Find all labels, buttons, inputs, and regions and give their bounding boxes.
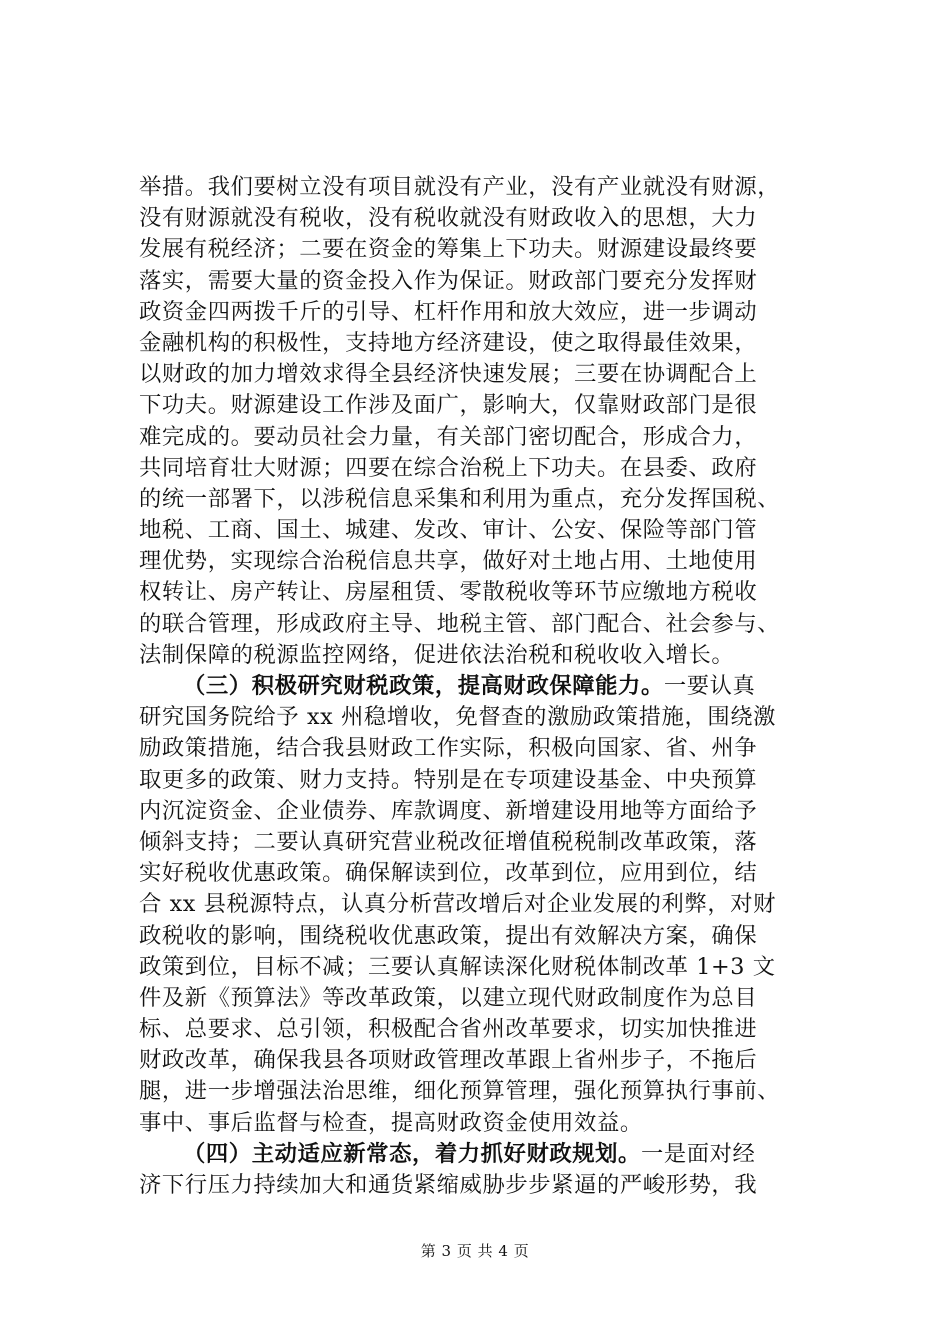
text-line [139,921,829,952]
text-line [139,952,829,983]
text-line [139,827,829,858]
line-text: 实好税收优惠政策。确保解读到位，改革到位，应用到位，结 [139,860,758,887]
text-line [139,1108,829,1139]
text-line [139,234,829,265]
text-line [139,640,829,671]
text-line [139,453,829,484]
line-text: 励政策措施，结合我县财政工作实际，积极向国家、省、州争 [139,735,758,762]
line-text: 济下行压力持续加大和通货紧缩威胁步步紧逼的严峻形势，我 [139,1172,758,1198]
line-text: 落实，需要大量的资金投入作为保证。财政部门要充分发挥财 [139,267,758,294]
line-text: 倾斜支持；二要认真研究营业税改征增值税税制改革政策，落 [139,828,758,855]
line-text: 的统一部署下，以涉税信息采集和利用为重点，充分发挥国税、 [139,485,781,512]
section-heading: （四）主动适应新常态，着力抓好财政规划。 [183,1140,641,1167]
line-text: 政税收的影响，围绕税收优惠政策，提出有效解决方案，确保 [139,922,758,949]
line-text: 共同培育壮大财源；四要在综合治税上下功夫。在县委、政府 [139,454,758,481]
line-text: 财政改革，确保我县各项财政管理改革跟上省州步子，不拖后 [139,1047,758,1074]
paragraph-heading-line [139,671,829,702]
text-line [139,733,829,764]
line-text: 一要认真 [663,673,756,699]
text-line [139,172,829,203]
text-line [139,1045,829,1076]
line-text: 内沉淀资金、企业债券、库款调度、新增建设用地等方面给予 [139,797,758,824]
text-line [139,765,829,796]
text-line [139,390,829,421]
line-text: 没有财源就没有税收，没有税收就没有财政收入的思想，大力 [139,205,758,232]
text-line [139,515,829,546]
text-line [139,577,829,608]
section-heading: （三）积极研究财税政策，提高财政保障能力。 [183,673,664,699]
text-line [139,359,829,390]
line-text: 地税、工商、国土、城建、发改、审计、公安、保险等部门管 [139,517,758,544]
text-line [139,889,829,920]
text-line [139,546,829,577]
line-text: 举措。我们要树立没有项目就没有产业，没有产业就没有财源， [139,174,781,200]
body-text [139,172,829,1201]
line-text: 法制保障的税源监控网络，促进依法治税和税收收入增长。 [139,641,735,668]
text-line [139,702,829,733]
line-text: 下功夫。财源建设工作涉及面广，影响大，仅靠财政部门是很 [139,392,758,419]
text-line [139,484,829,515]
line-text: 理优势，实现综合治税信息共享，做好对土地占用、土地使用 [139,548,758,575]
line-text: 研究国务院给予 xx 州稳增收，免督查的激励政策措施，围绕激 [139,704,777,731]
line-text: 难完成的。要动员社会力量，有关部门密切配合，形成合力， [139,423,758,450]
text-line [139,796,829,827]
text-line [139,422,829,453]
text-line [139,328,829,359]
line-text: 以财政的加力增效求得全县经济快速发展；三要在协调配合上 [139,361,758,388]
text-line [139,1170,829,1201]
text-line [139,858,829,889]
page-footer: 第 3 页 共 4 页 [420,1242,530,1260]
line-text: 的联合管理，形成政府主导、地税主管、部门配合、社会参与、 [139,610,781,637]
text-line [139,266,829,297]
line-text: 合 xx 县税源特点，认真分析营改增后对企业发展的利弊，对财 [139,891,777,918]
line-text: 权转让、房产转让、房屋租赁、零散税收等环节应缴地方税收 [139,579,758,606]
line-text: 事中、事后监督与检查，提高财政资金使用效益。 [139,1109,643,1136]
line-text: 政策到位，目标不减；三要认真解读深化财税体制改革 1+3 文 [139,953,776,980]
line-text: 件及新《预算法》等改革政策，以建立现代财政制度作为总目 [139,984,758,1011]
paragraph-heading-line [139,1139,829,1170]
text-line [139,203,829,234]
line-text: 取更多的政策、财力支持。特别是在专项建设基金、中央预算 [139,766,758,793]
text-line [139,983,829,1014]
line-text: 标、总要求、总引领，积极配合省州改革要求，切实加快推进 [139,1016,758,1043]
text-line [139,609,829,640]
text-line [139,1014,829,1045]
line-text: 金融机构的积极性，支持地方经济建设，使之取得最佳效果， [139,329,758,356]
text-line [139,1076,829,1107]
line-text: 发展有税经济；二要在资金的筹集上下功夫。财源建设最终要 [139,236,758,263]
text-line [139,297,829,328]
line-text: 政资金四两拨千斤的引导、杠杆作用和放大效应，进一步调动 [139,298,758,325]
line-text: 腿，进一步增强法治思维，细化预算管理，强化预算执行事前、 [139,1078,781,1105]
line-text: 一是面对经 [640,1140,756,1167]
